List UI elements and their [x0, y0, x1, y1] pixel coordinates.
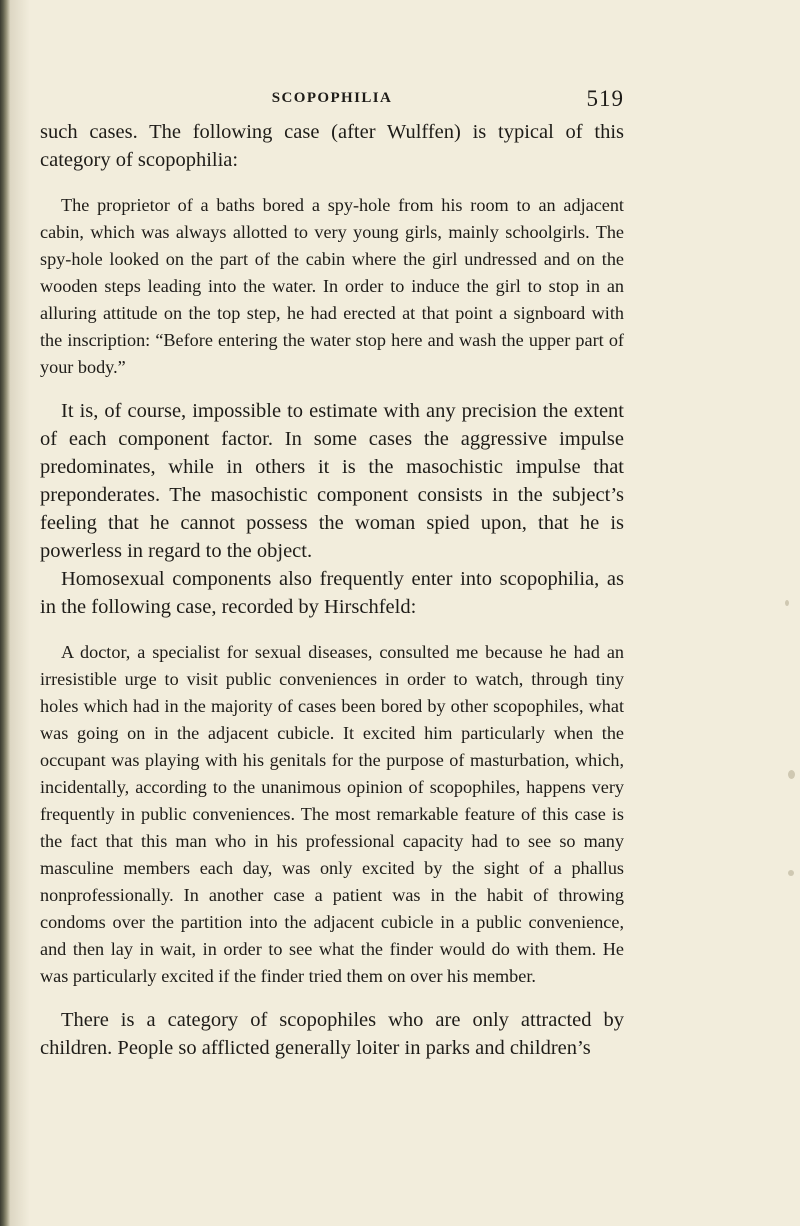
- page-number: 519: [586, 86, 624, 111]
- page-gutter-shadow: [10, 0, 30, 1226]
- paper-speck: [785, 600, 789, 606]
- paper-speck: [788, 870, 794, 876]
- paragraph-children-category: There is a category of scopophiles who are only attracted by children. People so afflicted generally loiter in parks and children’s: [40, 1009, 624, 1059]
- binding-edge: [0, 0, 10, 1226]
- paragraph-homosexual-components: Homosexual components also frequently enter into scopophilia, as in the following case, recorded by Hirschfeld:: [40, 568, 624, 618]
- case-extract-hirschfeld: A doctor, a specialist for sexual diseases, consulted me because he had an irresistible urge to visit public conveniences in order to watch, through tiny holes which had in the majority of cases been bored by other scopophiles, what was going on in the adjacent cubicle. It excited him particularly when the occupant was playing with his genitals for the purpose of masturbation, which, incidentally, according to the unanimous opinion of scopophiles, happens very frequently in public conveniences. The most remarkable feature of this case is the fact that this man who in his professional capacity had to see so many masculine members each day, was only excited by the sight of a phallus nonprofessionally. In another case a patient was in the habit of throwing condoms over the partition into the adjacent cubicle in a public convenience, and then lay in wait, in order to see what the finder would do with them. He was particularly excited if the finder tried them on over his member.: [40, 642, 624, 986]
- page-text: [40, 118, 624, 1062]
- running-head-title: SCOPOPHILIA: [271, 90, 393, 106]
- paper-speck: [788, 770, 795, 779]
- case-extract-wulffen: The proprietor of a baths bored a spy-hole from his room to an adjacent cabin, which was always allotted to very young girls, mainly schoolgirls. The spy-hole looked on the part of the cabin where the girl undressed and on the wooden steps leading into the water. In order to induce the girl to stop in an alluring attitude on the top step, he had erected at that point a signboard with the inscription: “Before entering the water stop here and wash the upper part of your body.”: [40, 195, 624, 377]
- running-head: [40, 88, 624, 112]
- paragraph-component-factors: It is, of course, impossible to estimate with any precision the extent of each component factor. In some cases the aggressive impulse predominates, while in others it is the masochistic impulse that preponderates. The masochistic component consists in the subject’s feeling that he cannot possess the woman spied upon, that he is powerless in regard to the object.: [40, 400, 624, 562]
- paragraph-continuation: such cases. The following case (after Wulffen) is typical of this category of scopophilia:: [40, 121, 624, 171]
